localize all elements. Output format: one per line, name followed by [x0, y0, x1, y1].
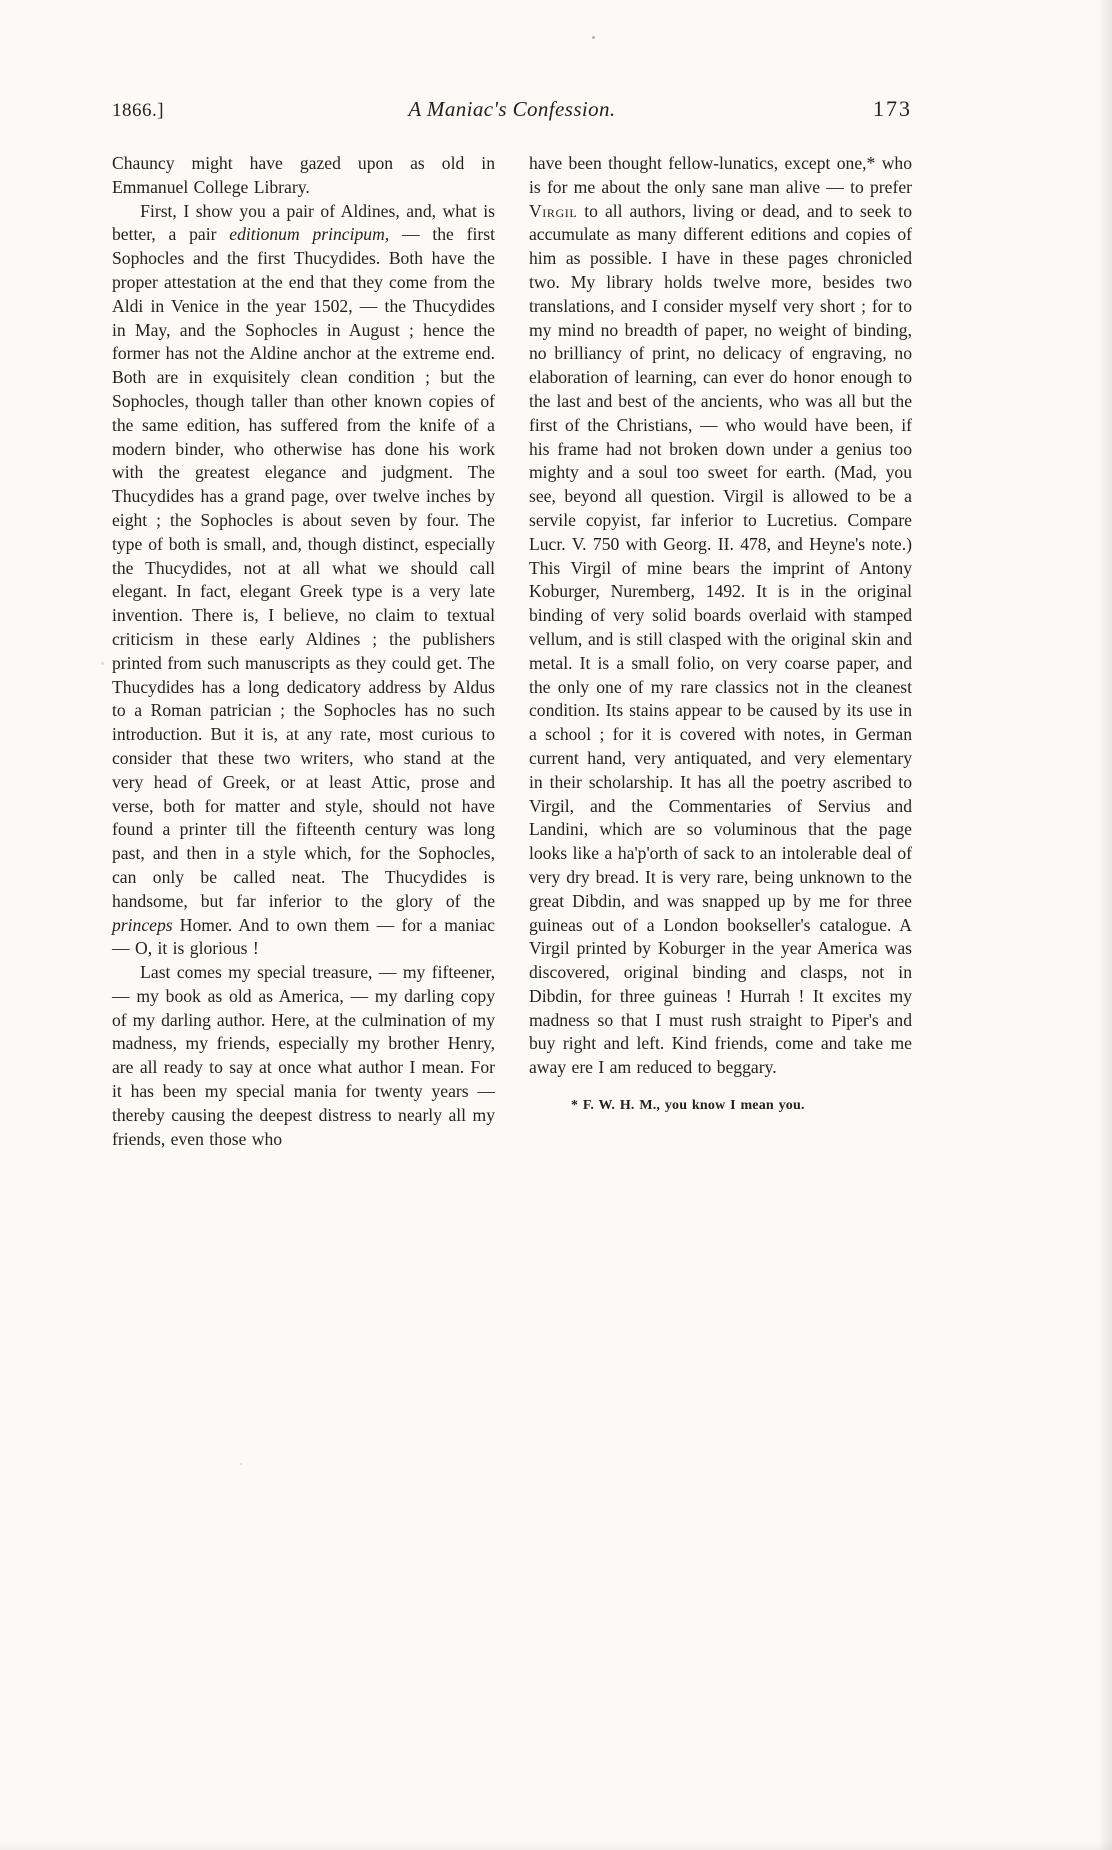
scan-edge-shadow [1098, 0, 1112, 1850]
scan-speck [101, 662, 104, 665]
text-segment: Last comes my special treasure, — my fifteener, — my book as old as America, — my darling copy of my darling author. Here, at the culmination of my madness, my friends, especially my brother Henry, are all ready to say at once what author I mean. For it has been my special mania for twenty years — thereby causing the deepest distress to nearly all my friends, even those who [112, 962, 495, 1149]
text-segment: have been thought fellow-lunatics, except one,* who is for me about the only sane man alive — to prefer [529, 153, 912, 197]
header-year-label: 1866.] [112, 100, 165, 121]
text-segment: First, I show you a pair of Aldines, and, what is better, a pair [112, 200, 495, 245]
page-number: 173 [873, 96, 912, 121]
scan-speck [592, 36, 595, 39]
page-content [112, 96, 912, 1151]
text-segment: Homer. And to own them — for a maniac — O, it is glorious ! [112, 914, 495, 959]
text-segment: editionum principum, [229, 224, 390, 245]
left-column [112, 152, 495, 1151]
text-columns [112, 152, 912, 1151]
text-segment: — the first Sophocles and the first Thucydides. Both have the proper attestation at the end that they come from the Aldi in Venice in the year 1502, — the Thucydides in May, and the Sophocles in August ; hence the former has not the Aldine anchor at the extreme end. Both are in exquisitely clean condition ; but the Sophocles, though taller than other known copies of the same edition, has suffered from the knife of a modern binder, who otherwise has done his work with the greatest elegance and judgment. The Thucydides has a grand page, over twelve inches by eight ; the Sophocles is about seven by four. The type of both is small, and, though distinct, especially the Thucydides, not at all what we should call elegant. In fact, elegant Greek type is a very late invention. There is, I believe, no claim to textual criticism in these early Aldines ; the publishers printed from such manuscripts as they could get. The Thucydides has a long dedicatory address by Aldus to a Roman patrician ; the Sophocles has no such introduction. But it is, at any rate, most curious to consider that these two writers, who stand at the very head of Greek, or at least Attic, prose and verse, both for matter and style, should not have found a printer till the fifteenth century was long past, and then in a style which, for the Sophocles, can only be called neat. The Thucydides is handsome, but far inferior to the glory of the [112, 224, 495, 911]
text-segment: princeps [112, 914, 173, 935]
page-header [112, 96, 912, 122]
text-segment: Virgil [529, 200, 578, 221]
scan-bottom-shadow [0, 1840, 1112, 1850]
paragraph [529, 152, 912, 1080]
paragraph [112, 152, 495, 200]
right-column [529, 152, 912, 1151]
page-title: A Maniac's Confession. [408, 97, 616, 121]
scan-speck [240, 1463, 242, 1465]
footnote: * F. W. H. M., you know I mean you. [571, 1098, 805, 1114]
paragraph [112, 200, 495, 962]
text-segment: to all authors, living or dead, and to seek to accumulate as many different editions and copies of him as possible. I have in these pages chronicled two. My library holds twelve more, besides two translations, and I consider myself very short ; for to my mind no breadth of paper, no weight of binding, no brilliancy of print, no delicacy of engraving, no elaboration of learning, can ever do honor enough to the last and best of the ancients, who was all but the first of the Christians, — who would have been, if his frame had not broken down under a genius too mighty and a soul too sweet for earth. (Mad, you see, beyond all question. Virgil is allowed to be a servile copyist, far inferior to Lucretius. Compare Lucr. V. 750 with Georg. II. 478, and Heyne's note.) This Virgil of mine bears the imprint of Antony Koburger, Nuremberg, 1492. It is in the original binding of very solid boards overlaid with stamped vellum, and is still clasped with the original skin and metal. It is a small folio, on very coarse paper, and the only one of my rare classics not in the cleanest condition. Its stains appear to be caused by its use in a school ; for it is covered with notes, in German current hand, very antiquated, and very elementary in their scholarship. It has all the poetry ascribed to Virgil, and the Commentaries of Servius and Landini, which are so voluminous that the page looks like a ha'p'orth of sack to an intolerable deal of very dry bread. It is very rare, being unknown to the great Dibdin, and was snapped up by me for three guineas out of a London bookseller's catalogue. A Virgil printed by Koburger in the year America was discovered, original binding and clasps, not in Dibdin, for three guineas ! Hurrah ! It excites my madness so that I must rush straight to Piper's and buy right and left. Kind friends, come and take me away ere I am reduced to beggary. [529, 200, 912, 1078]
paragraph [112, 961, 495, 1151]
text-segment: Chauncy might have gazed upon as old in Emmanuel College Library. [112, 153, 495, 197]
